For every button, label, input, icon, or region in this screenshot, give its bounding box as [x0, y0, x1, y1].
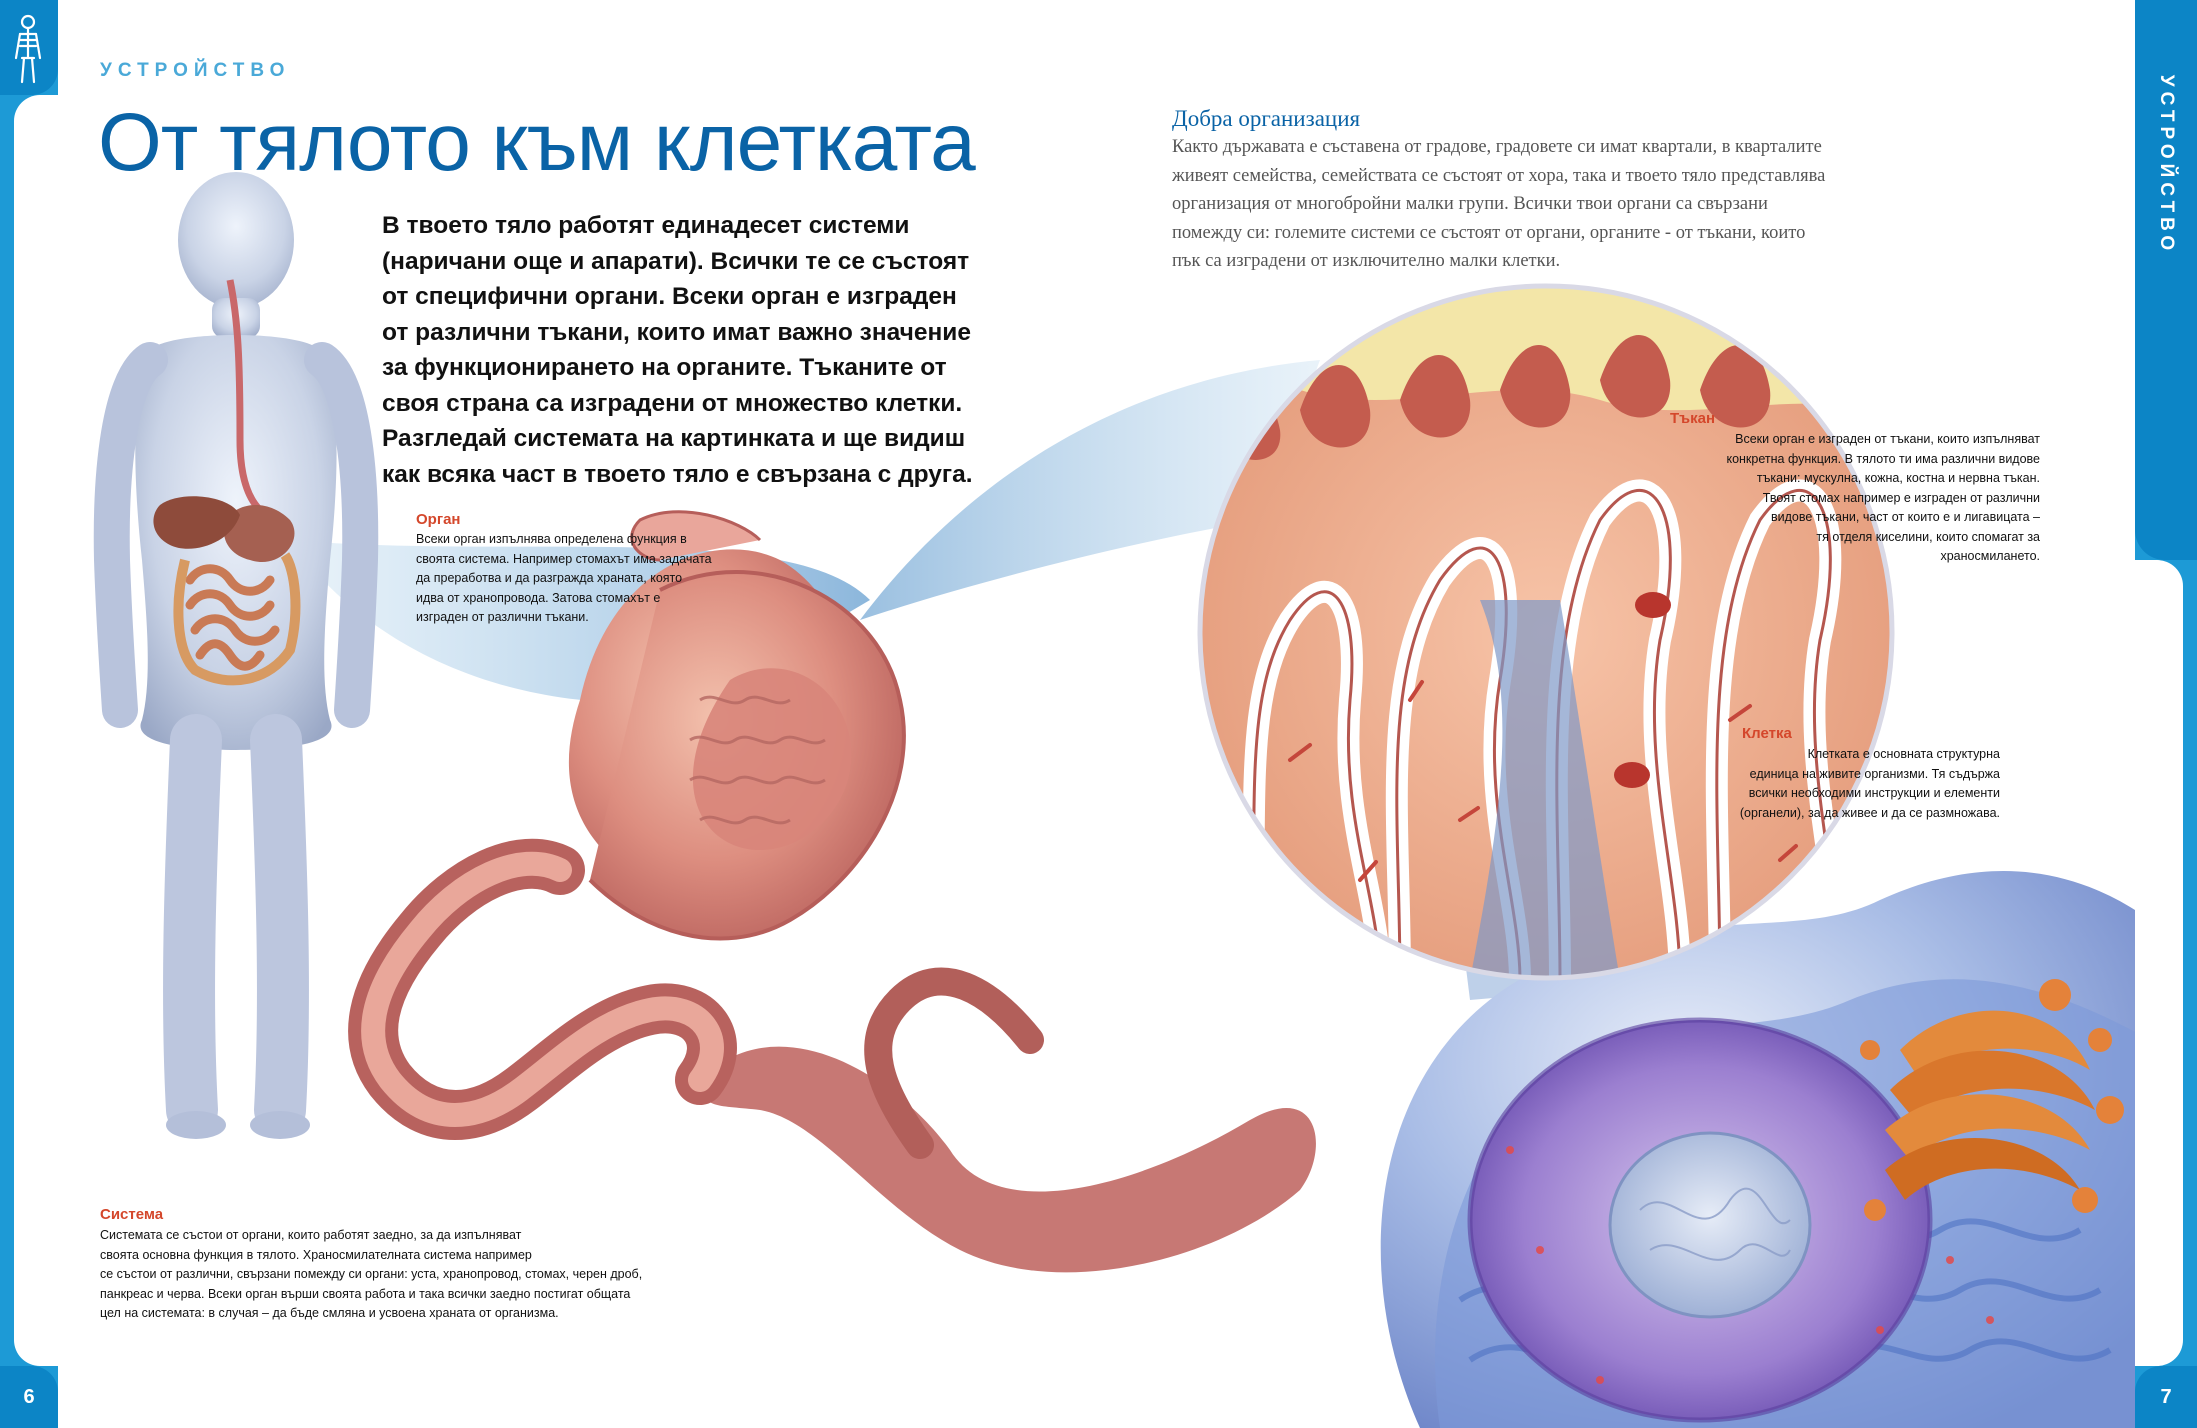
intro-line: как всяка част в твоето тяло е свързана с друга. [382, 460, 973, 488]
right-page-number-tab [2135, 1366, 2197, 1428]
intro-line: от различни тъкани, които имат важно значение [382, 318, 971, 346]
intro-line: от специфични органи. Всеки орган е изграден [382, 283, 957, 310]
intro-line: Разгледай системата на картинката и ще видиш [382, 425, 966, 452]
intro-line: за функционирането на органите. Тъканите от [382, 354, 947, 381]
good-organization-line: помежду си: големите системи се състоят от органи, органите - от тъкани, които [1172, 222, 1806, 243]
organ-callout-line: идва от хранопровода. Затова стомахът е [416, 590, 661, 605]
system-callout-line: своята основна функция в тялото. Храносмилателната система например [100, 1247, 532, 1262]
system-callout-text [100, 1226, 642, 1324]
system-callout-line: се състои от различни, свързани помежду си органи: уста, хранопровод, стомах, черен дроб, [100, 1267, 643, 1281]
page-number-left: 6 [23, 1385, 35, 1408]
intro-line: В твоето тяло работят единадесет системи [382, 212, 910, 239]
tissue-illustration [1200, 280, 1900, 980]
page-title: От тялото към клетката [98, 97, 975, 188]
good-organization-line: организация от многобройни малки групи. Всички твои органи са свързани [1172, 194, 1768, 214]
skeleton-icon [0, 0, 58, 95]
good-organization-line: Както държавата е съставена от градове, градовете си имат квартали, в кварталите [1172, 137, 1822, 157]
tissue-callout-heading: Тъкан [1670, 410, 1716, 427]
cell-callout-line: всички необходими инструкции и елементи [1748, 786, 2000, 800]
cell-callout-line: (органели), за да живее и да се размножава. [1739, 805, 2000, 820]
organ-callout-line: изграден от различни тъкани. [416, 610, 589, 624]
cell-callout-line: единица на живите организми. Тя съдържа [1749, 766, 2000, 781]
cell-callout-line: Клетката е основната структурна [1807, 747, 2000, 761]
organ-callout-line: да преработва и да разгражда храната, която [416, 571, 683, 585]
good-organization-text [1172, 133, 1932, 276]
tissue-callout-line: конкретна функция. В тялото ти има различни видове [1726, 451, 2040, 466]
organ-callout-text [416, 530, 712, 628]
good-organization-line: пък са изградени от изключително малки клетки. [1172, 251, 1561, 271]
side-section-label-text: УСТРОЙСТВО [2156, 74, 2178, 256]
organ-callout-line: своята система. Например стомахът има задачата [416, 551, 712, 566]
page-number-right: 7 [2160, 1385, 2172, 1408]
human-body-illustration [112, 172, 360, 1139]
good-organization-line: живеят семейства, семействата се състоят от хора, така и твоето тяло представлява [1172, 165, 1826, 186]
intro-line: (наричани още и апарати). Всички те се състоят [382, 247, 970, 275]
tissue-callout-line: видове тъкани, част от които е и лигавицата – [1770, 510, 2040, 524]
left-page-number-tab [0, 1366, 58, 1428]
system-callout-line: панкреас и черва. Всеки орган върши своята работа и така всички заедно постигат общата [100, 1286, 631, 1301]
cell-callout-heading: Клетка [1742, 725, 1792, 742]
intro-paragraph [382, 208, 1022, 492]
tissue-callout-text [1668, 430, 2040, 567]
tissue-callout-line: тъкани: мускулна, кожна, костна и нервна тъкан. [1756, 471, 2040, 485]
left-corner-tab [0, 0, 58, 95]
good-organization-heading: Добра организация [1172, 106, 1361, 131]
tissue-callout-line: Всеки орган е изграден от тъкани, които изпълняват [1735, 432, 2040, 446]
section-label: УСТРОЙСТВО [100, 60, 291, 81]
organ-callout-line: Всеки орган изпълнява определена функция в [416, 532, 687, 546]
tissue-callout-line: храносмилането. [1940, 549, 2040, 563]
system-callout-line: цел на системата: в случая – да бъде смляна и усвоена храната от организма. [100, 1306, 559, 1320]
left-edge-inner [14, 95, 58, 1366]
system-callout-heading: Система [100, 1206, 164, 1223]
tissue-callout-line: Твоят стомах например е изграден от различни [1762, 490, 2040, 505]
intro-line: своя страна са изградени от множество клетки. [382, 389, 963, 417]
system-callout-line: Системата се състои от органи, които работят заедно, за да изпълняват [100, 1228, 522, 1242]
right-edge-inner [2135, 560, 2183, 1366]
side-section-label [2143, 60, 2189, 270]
cell-callout-text [1700, 745, 2000, 823]
organ-callout-heading: Орган [416, 511, 461, 528]
tissue-callout-line: тя отделя киселини, които спомагат за [1816, 529, 2040, 544]
